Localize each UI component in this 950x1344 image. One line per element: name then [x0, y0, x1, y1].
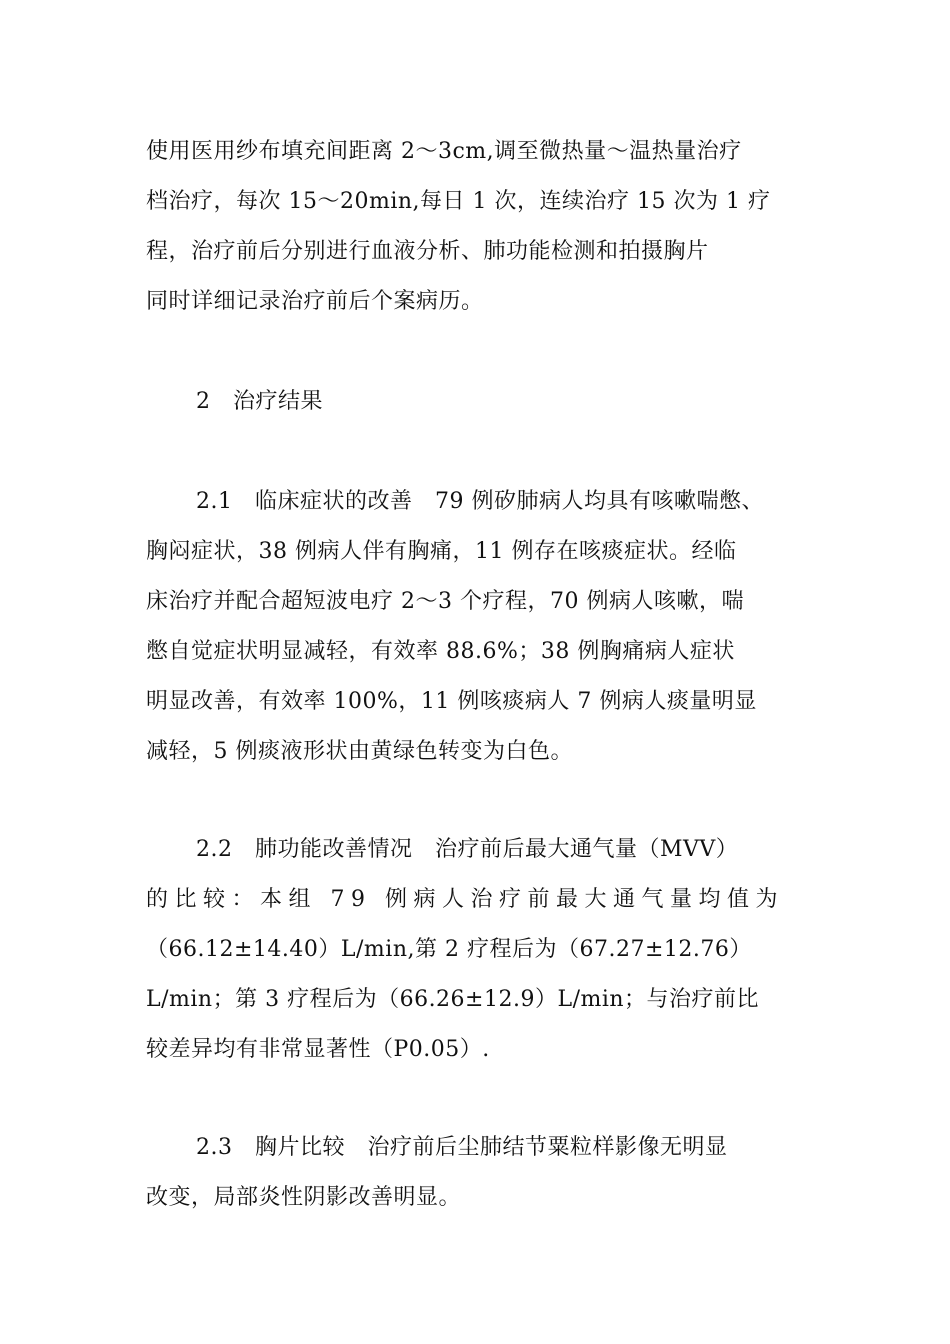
section-2-2-line-5: 较差异均有非常显著性（P0.05）.	[146, 1037, 490, 1062]
intro-line-3: 程，治疗前后分别进行血液分析、肺功能检测和拍摄胸片	[146, 239, 709, 264]
section-2-1-line-6: 减轻，5 例痰液形状由黄绿色转变为白色。	[146, 739, 573, 764]
section-2-1-line-4: 憋自觉症状明显减轻，有效率 88.6%；38 例胸痛病人症状	[146, 639, 735, 664]
section-2-3-line-2: 改变，局部炎性阴影改善明显。	[146, 1185, 462, 1210]
section-2-2-line-3: （66.12±14.40）L/min,第 2 疗程后为（67.27±12.76）	[146, 937, 752, 962]
section-2-1-line-5: 明显改善，有效率 100%，11 例咳痰病人 7 例病人痰量明显	[146, 689, 757, 714]
section-heading-2: 2 治疗结果	[196, 389, 323, 414]
intro-line-2: 档治疗，每次 15～20min,每日 1 次，连续治疗 15 次为 1 疗	[146, 189, 771, 214]
intro-line-1: 使用医用纱布填充间距离 2～3cm,调至微热量～温热量治疗	[146, 139, 742, 164]
section-2-2-line-4: L/min；第 3 疗程后为（66.26±12.9）L/min；与治疗前比	[146, 987, 760, 1012]
section-2-1-line-2: 胸闷症状，38 例病人伴有胸痛，11 例存在咳痰症状。经临	[146, 539, 737, 564]
intro-line-4: 同时详细记录治疗前后个案病历。	[146, 289, 484, 314]
section-2-2-line-2: 的比较：本组 79 例病人治疗前最大通气量均值为	[146, 887, 784, 912]
section-2-1-line-3: 床治疗并配合超短波电疗 2～3 个疗程，70 例病人咳嗽，喘	[146, 589, 744, 614]
section-2-3-line-1: 2.3 胸片比较 治疗前后尘肺结节粟粒样影像无明显	[196, 1135, 728, 1160]
section-2-2-line-1: 2.2 肺功能改善情况 治疗前后最大通气量（MVV）	[196, 837, 739, 862]
section-2-1-line-1: 2.1 临床症状的改善 79 例矽肺病人均具有咳嗽喘憋、	[196, 489, 764, 514]
